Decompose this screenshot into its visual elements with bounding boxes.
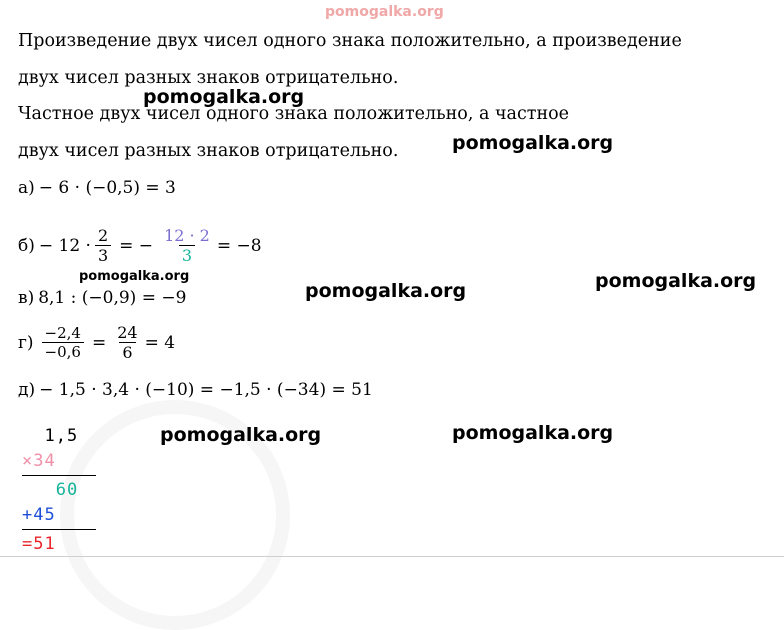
rule-text-line-3: Частное двух чисел одного знака положительно, а частное — [18, 104, 570, 124]
watermark-top: pomogalka.org — [325, 4, 444, 20]
fraction-numerator: 12 · 2 — [164, 226, 210, 245]
watermark-small: pomogalka.org — [79, 269, 190, 284]
long-multiplication-block — [22, 424, 142, 557]
fraction-d-1 — [42, 325, 84, 360]
page-bottom-divider — [0, 556, 784, 557]
fraction-denominator: −0,6 — [42, 342, 84, 360]
long-mul-row-partial-1: 60 — [22, 480, 79, 500]
watermark-2: pomogalka.org — [452, 132, 614, 154]
solution-label-a: а) — [18, 178, 35, 198]
solution-expression-a: − 6 · (−0,5) = 3 — [38, 178, 176, 198]
solution-tail-b: = −8 — [216, 235, 262, 256]
solution-item-c — [18, 288, 186, 308]
solution-expression-e: − 1,5 · 3,4 · (−10) = −1,5 · (−34) = 51 — [39, 380, 373, 400]
solution-expression-c: 8,1 : (−0,9) = −9 — [38, 288, 187, 308]
long-mul-rule-bottom — [22, 529, 96, 530]
fraction-numerator: −2,4 — [44, 324, 81, 343]
watermark-5: pomogalka.org — [160, 424, 322, 446]
rule-text-line-1: Произведение двух чисел одного знака положительно, а произведение — [18, 31, 682, 51]
solution-equals-b: = − — [119, 235, 154, 256]
long-mul-row-multiplicand: 1,5 — [22, 426, 79, 446]
watermark-6: pomogalka.org — [452, 422, 614, 444]
long-mul-row-multiplier: ×34 — [22, 451, 56, 471]
fraction-b-2 — [161, 227, 213, 265]
solution-item-a — [18, 178, 176, 198]
fraction-b-1 — [95, 227, 111, 265]
solution-item-d — [18, 324, 175, 362]
long-mul-row-result: =51 — [22, 534, 56, 554]
watermark-1: pomogalka.org — [143, 86, 305, 108]
fraction-denominator: 6 — [119, 342, 135, 361]
fraction-numerator: 24 — [117, 323, 138, 342]
solution-label-b: б) — [18, 235, 35, 256]
solution-label-e: д) — [18, 380, 36, 400]
watermark-3: pomogalka.org — [305, 280, 467, 302]
solution-tail-d: = 4 — [144, 332, 176, 353]
fraction-denominator: 3 — [95, 245, 111, 264]
fraction-d-2 — [114, 324, 140, 362]
solution-item-e — [18, 380, 373, 400]
solution-equals-d: = — [91, 332, 107, 353]
long-mul-row-partial-2: +45 — [22, 505, 56, 525]
rule-text-line-2: двух чисел разных знаков отрицательно. — [18, 68, 399, 88]
solution-label-d: г) — [18, 332, 34, 353]
long-mul-rule-top — [22, 475, 96, 476]
fraction-denominator: 3 — [179, 245, 195, 264]
solution-label-c: в) — [18, 288, 35, 308]
watermark-4: pomogalka.org — [595, 270, 757, 292]
solution-lead-b: − 12 · — [38, 235, 91, 256]
rule-text-line-4: двух чисел разных знаков отрицательно. — [18, 141, 399, 161]
fraction-numerator: 2 — [97, 226, 109, 245]
solution-item-b — [18, 227, 262, 265]
